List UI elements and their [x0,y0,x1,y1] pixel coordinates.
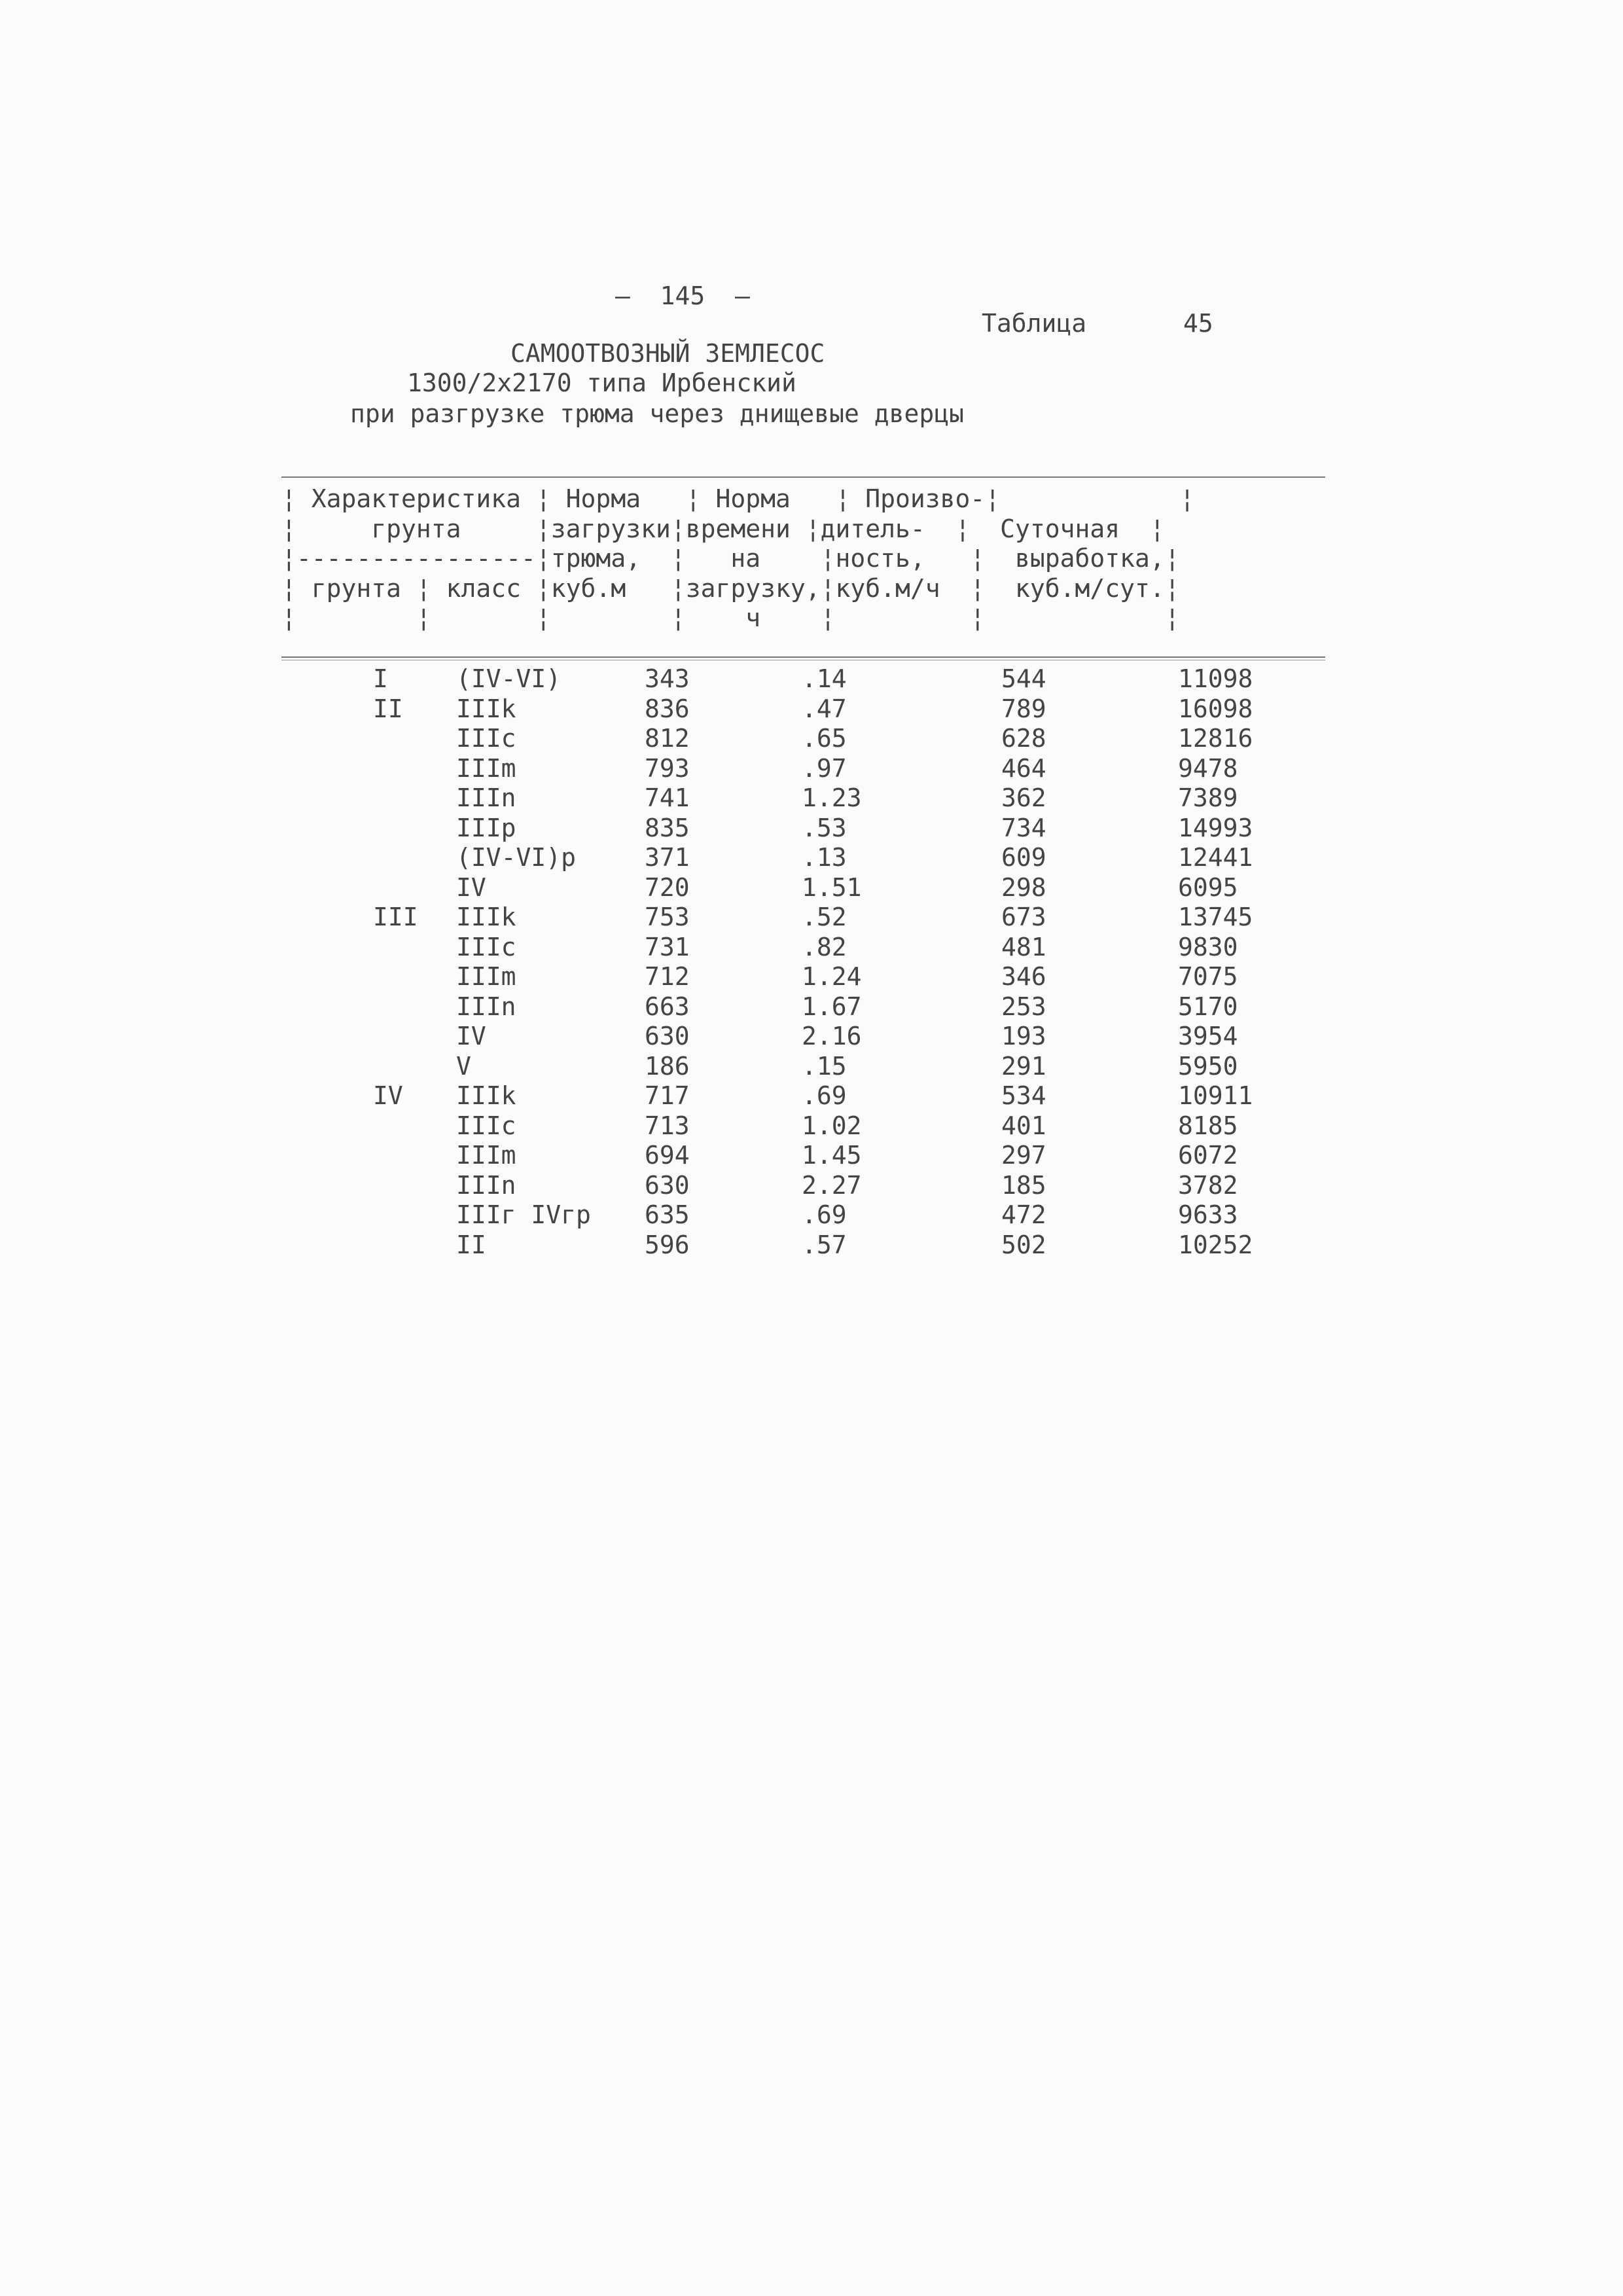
cell-norma-vremeni: 2.27 [802,1170,862,1200]
table-header-line: ¦ ¦ ¦ ¦ ч ¦ ¦ ¦ [281,603,1180,632]
cell-grunt: I [373,664,388,693]
cell-proizvoditelnost: 472 [1001,1200,1046,1229]
cell-proizvoditelnost: 502 [1001,1230,1046,1259]
cell-sutochnaya-vyrabotka: 10252 [1178,1230,1253,1259]
cell-norma-vremeni: 1.51 [802,872,862,902]
table-row [0,1171,1623,1201]
table-row [0,1111,1623,1141]
cell-sutochnaya-vyrabotka: 16098 [1178,694,1253,723]
table-header-line: ¦ грунта ¦ класс ¦куб.м ¦загрузку,¦куб.м/ч ¦ куб.м/сут.¦ [281,573,1180,603]
table-label: Таблица [982,309,1087,338]
cell-sutochnaya-vyrabotka: 7389 [1178,783,1238,812]
cell-norma-zagruzki: 712 [645,962,690,991]
cell-sutochnaya-vyrabotka: 12816 [1178,724,1253,753]
cell-proizvoditelnost: 401 [1001,1111,1046,1140]
cell-norma-zagruzki: 717 [645,1081,690,1110]
cell-norma-vremeni: .53 [802,813,847,842]
cell-proizvoditelnost: 609 [1001,843,1046,872]
cell-norma-vremeni: .14 [802,664,847,693]
cell-proizvoditelnost: 628 [1001,724,1046,753]
table-header-line: ¦----------------¦трюма, ¦ на ¦ность, ¦ выработка,¦ [281,544,1180,573]
cell-klass: IIIг IVгр [456,1200,591,1229]
table-row [0,992,1623,1022]
cell-norma-vremeni: 1.23 [802,783,862,812]
cell-norma-zagruzki: 635 [645,1200,690,1229]
cell-klass: IIIk [456,903,516,931]
table-row [0,843,1623,873]
cell-proizvoditelnost: 481 [1001,932,1046,961]
cell-sutochnaya-vyrabotka: 3782 [1178,1170,1238,1200]
table-row [0,1200,1623,1230]
cell-proizvoditelnost: 464 [1001,753,1046,783]
cell-proizvoditelnost: 362 [1001,783,1046,812]
table-header-line: ¦ грунта ¦загрузки¦времени ¦дитель- ¦ Суточная ¦ [281,514,1165,543]
table-row [0,694,1623,725]
cell-norma-vremeni: .47 [802,694,847,723]
cell-norma-vremeni: .15 [802,1051,847,1081]
cell-klass: IIIc [456,1111,516,1140]
cell-proizvoditelnost: 789 [1001,694,1046,723]
cell-norma-vremeni: 1.45 [802,1141,862,1170]
cell-norma-zagruzki: 741 [645,783,690,812]
cell-proizvoditelnost: 298 [1001,872,1046,902]
cell-norma-zagruzki: 371 [645,843,690,872]
table-header-rule [281,656,1325,658]
cell-sutochnaya-vyrabotka: 3954 [1178,1022,1238,1050]
cell-norma-zagruzki: 713 [645,1111,690,1140]
table-row [0,1230,1623,1261]
cell-proizvoditelnost: 544 [1001,664,1046,693]
cell-norma-zagruzki: 835 [645,813,690,842]
cell-grunt: II [373,694,403,723]
cell-klass: (IV-VI) [456,664,562,693]
cell-norma-zagruzki: 343 [645,664,690,693]
cell-sutochnaya-vyrabotka: 9830 [1178,932,1238,961]
cell-sutochnaya-vyrabotka: 5950 [1178,1051,1238,1081]
cell-klass: (IV-VI)p [456,843,577,872]
table-top-rule [281,476,1325,478]
cell-grunt: IV [373,1081,403,1110]
cell-norma-zagruzki: 186 [645,1051,690,1081]
cell-klass: IIIc [456,932,516,961]
cell-klass: IIIm [456,753,516,783]
cell-norma-zagruzki: 694 [645,1141,690,1170]
table-header-line: ¦ Характеристика ¦ Норма ¦ Норма ¦ Произво-¦ ¦ [281,484,1195,513]
cell-proizvoditelnost: 193 [1001,1022,1046,1050]
cell-klass: IIIc [456,724,516,753]
cell-norma-zagruzki: 753 [645,903,690,931]
cell-proizvoditelnost: 673 [1001,903,1046,931]
table-number: 45 [1183,309,1213,338]
cell-norma-zagruzki: 720 [645,872,690,902]
cell-sutochnaya-vyrabotka: 7075 [1178,962,1238,991]
document-title-line-2: 1300/2х2170 типа Ирбенский [407,368,796,397]
cell-sutochnaya-vyrabotka: 11098 [1178,664,1253,693]
cell-proizvoditelnost: 534 [1001,1081,1046,1110]
table-body [0,664,1623,1260]
cell-norma-vremeni: .57 [802,1230,847,1259]
cell-sutochnaya-vyrabotka: 8185 [1178,1111,1238,1140]
cell-klass: IIIk [456,1081,516,1110]
cell-sutochnaya-vyrabotka: 14993 [1178,813,1253,842]
cell-norma-zagruzki: 812 [645,724,690,753]
page-number: – 145 – [615,281,750,310]
cell-klass: IIIn [456,992,516,1021]
table-row [0,814,1623,844]
cell-proizvoditelnost: 297 [1001,1141,1046,1170]
cell-proizvoditelnost: 346 [1001,962,1046,991]
cell-proizvoditelnost: 253 [1001,992,1046,1021]
table-row [0,1081,1623,1111]
table-row [0,933,1623,963]
cell-sutochnaya-vyrabotka: 6072 [1178,1141,1238,1170]
document-title-line-3: при разгрузке трюма через днищевые дверцы [350,399,964,428]
table-row [0,1052,1623,1082]
cell-norma-vremeni: 1.02 [802,1111,862,1140]
table-row [0,903,1623,933]
cell-norma-zagruzki: 836 [645,694,690,723]
cell-norma-zagruzki: 663 [645,992,690,1021]
cell-norma-vremeni: .82 [802,932,847,961]
cell-klass: IIIk [456,694,516,723]
cell-klass: IV [456,872,486,902]
cell-norma-vremeni: .65 [802,724,847,753]
table-row [0,724,1623,754]
cell-proizvoditelnost: 291 [1001,1051,1046,1081]
cell-norma-vremeni: .69 [802,1200,847,1229]
cell-sutochnaya-vyrabotka: 6095 [1178,872,1238,902]
cell-norma-vremeni: .52 [802,903,847,931]
cell-norma-vremeni: 1.24 [802,962,862,991]
cell-sutochnaya-vyrabotka: 9478 [1178,753,1238,783]
cell-norma-zagruzki: 630 [645,1170,690,1200]
table-row [0,1022,1623,1052]
cell-sutochnaya-vyrabotka: 10911 [1178,1081,1253,1110]
cell-sutochnaya-vyrabotka: 9633 [1178,1200,1238,1229]
table-row [0,1141,1623,1171]
cell-norma-zagruzki: 596 [645,1230,690,1259]
cell-norma-vremeni: .13 [802,843,847,872]
table-header [281,484,1195,634]
cell-klass: IIIn [456,1170,516,1200]
cell-norma-vremeni: .97 [802,753,847,783]
cell-sutochnaya-vyrabotka: 13745 [1178,903,1253,931]
cell-sutochnaya-vyrabotka: 5170 [1178,992,1238,1021]
cell-klass: V [456,1051,471,1081]
cell-klass: II [456,1230,486,1259]
cell-norma-vremeni: .69 [802,1081,847,1110]
cell-klass: IV [456,1022,486,1050]
cell-norma-zagruzki: 793 [645,753,690,783]
cell-sutochnaya-vyrabotka: 12441 [1178,843,1253,872]
cell-norma-zagruzki: 630 [645,1022,690,1050]
cell-proizvoditelnost: 734 [1001,813,1046,842]
cell-grunt: III [373,903,418,931]
table-row [0,783,1623,814]
cell-klass: IIIn [456,783,516,812]
cell-klass: IIIp [456,813,516,842]
document-title-line-1: САМООТВОЗНЫЙ ЗЕМЛЕСОС [510,339,825,368]
cell-klass: IIIm [456,962,516,991]
table-row [0,962,1623,992]
cell-norma-vremeni: 2.16 [802,1022,862,1050]
table-row [0,754,1623,784]
cell-norma-vremeni: 1.67 [802,992,862,1021]
table-row [0,873,1623,903]
table-row [0,664,1623,694]
cell-norma-zagruzki: 731 [645,932,690,961]
cell-klass: IIIm [456,1141,516,1170]
cell-proizvoditelnost: 185 [1001,1170,1046,1200]
